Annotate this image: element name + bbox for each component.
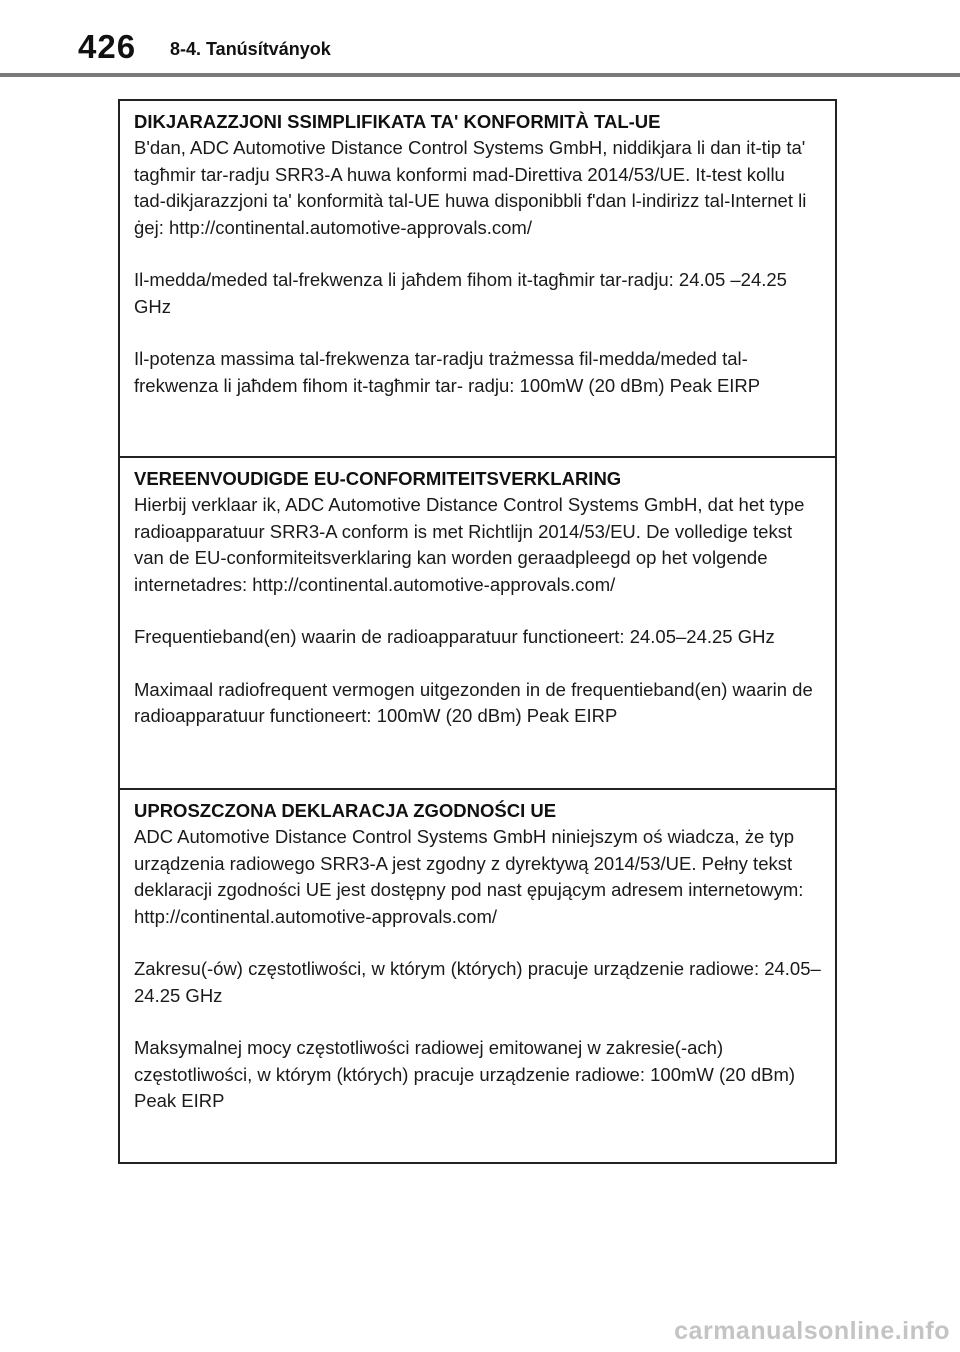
certificate-frequency-band: Zakresu(-ów) częstotliwości, w którym (których) pracuje urządzenie radiowe: 24.05–24.25 GHz: [134, 958, 821, 1006]
certificate-heading: UPROSZCZONA DEKLARACJA ZGODNOŚCI UE: [134, 800, 557, 821]
certificate-declaration: ADC Automotive Distance Control Systems GmbH niniejszym oś wiadcza, że typ urządzenia radiowego SRR3-A jest zgodny z dyrektywą 2014/53/UE. Pełny tekst deklaracji zgodności UE jest dostępny pod nast ępującym adresem internetowym: http://continental.automotive-approvals.com/: [134, 826, 804, 927]
certificate-frequency-band: Frequentieband(en) waarin de radioapparatuur functioneert: 24.05–24.25 GHz: [134, 626, 775, 647]
certificate-heading: VEREENVOUDIGDE EU-CONFORMITEITSVERKLARING: [134, 468, 622, 489]
certificate-declaration: Hierbij verklaar ik, ADC Automotive Distance Control Systems GmbH, dat het type radioapparatuur SRR3-A conform is met Richtlijn 2014/53/EU. De volledige tekst van de EU-conformiteitsverklaring kan worden geraadpleegd op het volgende internetadres: http://continental.automotive-approvals.com/: [134, 494, 805, 595]
section-title: 8-4. Tanúsítványok: [170, 39, 331, 59]
certificate-max-power: Maximaal radiofrequent vermogen uitgezonden in de frequentieband(en) waarin de radioapparatuur functioneert: 100mW (20 dBm) Peak EIRP: [134, 678, 813, 726]
certificate-block-polish: [120, 790, 835, 1162]
header-rule: [0, 73, 960, 77]
certificate-heading: DIKJARAZZJONI SSIMPLIFIKATA TA' KONFORMITÀ TAL-UE: [134, 111, 661, 132]
certificate-max-power: Il-potenza massima tal-frekwenza tar-radju trażmessa fil-medda/meded tal-frekwenza li jaħdem fihom it-tagħmir tar- radju: 100mW (20 dBm) Peak EIRP: [134, 348, 761, 396]
certificate-max-power: Maksymalnej mocy częstotliwości radiowej emitowanej w zakresie(-ach) częstotliwości, w którym (których) pracuje urządzenie radiowe: 100mW (20 dBm) Peak EIRP: [134, 1037, 796, 1111]
certificate-frequency-band: Il-medda/meded tal-frekwenza li jaħdem fihom it-tagħmir tar-radju: 24.05 –24.25 GHz: [134, 269, 787, 317]
certificate-block-maltese: [120, 101, 835, 458]
certification-table: [118, 99, 837, 1164]
certificate-block-dutch: [120, 458, 835, 790]
watermark-text: carmanualsonline.info: [674, 1317, 950, 1345]
certificate-declaration: B'dan, ADC Automotive Distance Control Systems GmbH, niddikjara li dan it-tip ta' tagħmir tar-radju SRR3-A huwa konformi mad-Direttiva 2014/53/UE. It-test kollu tad-dikjarazzjoni ta' konformità tal-UE huwa disponibbli f'dan l-indirizz tal-Internet li ġej: http://continental.automotive-approvals.com/: [134, 137, 807, 238]
page-number: 426: [78, 28, 137, 65]
page-header: [0, 0, 960, 80]
